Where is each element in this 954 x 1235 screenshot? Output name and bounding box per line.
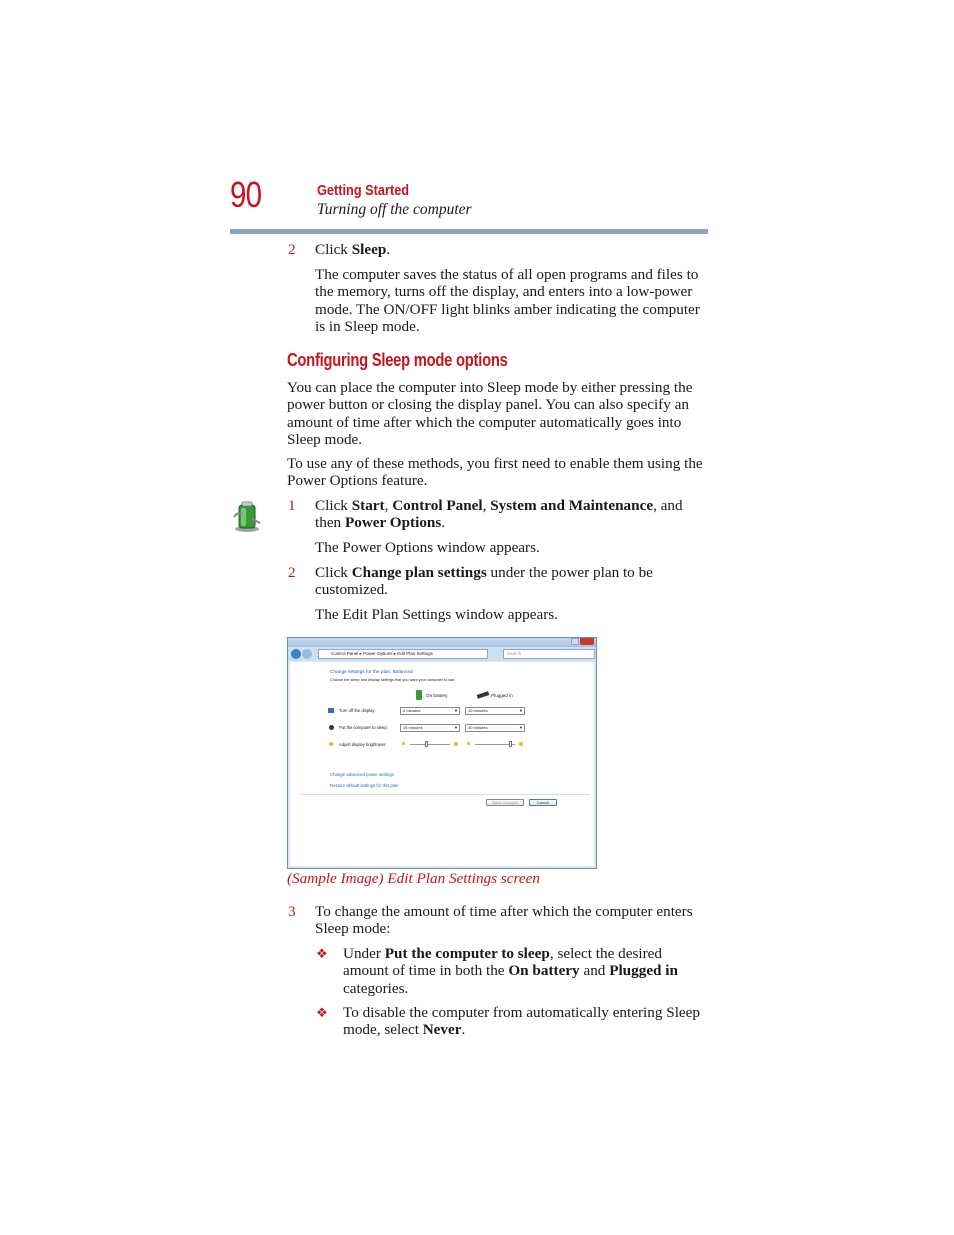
search-input[interactable]: Search — [503, 649, 595, 659]
address-bar[interactable]: Control Panel ▸ Power Options ▸ Edit Plan Settings — [318, 649, 488, 659]
step-text-part: . — [386, 241, 391, 258]
brightness-high-icon — [454, 742, 458, 746]
step-text-bold: Control Panel — [392, 497, 483, 514]
figure-caption: (Sample Image) Edit Plan Settings screen — [287, 870, 540, 887]
bullet-text-bold: Put the computer to sleep — [384, 945, 550, 962]
section-title: Turning off the computer — [317, 201, 472, 218]
step-text-bold: Sleep — [351, 241, 387, 258]
text-line: Sleep mode: — [315, 920, 391, 938]
brightness-icon — [329, 742, 333, 746]
divider — [300, 794, 590, 795]
chevron-down-icon: ▼ — [454, 708, 458, 713]
sleep-plugged-in-select[interactable] — [465, 724, 525, 732]
bullet-text-part: Under — [343, 945, 385, 962]
text-line: is in Sleep mode. — [315, 317, 420, 335]
intro-paragraph-2 — [287, 455, 717, 490]
select-value: 15 minutes — [403, 725, 423, 730]
step-text-part: Click — [315, 241, 352, 258]
step-text-part: Click — [315, 564, 352, 581]
step-text — [315, 564, 715, 599]
window-titlebar — [288, 638, 596, 647]
text-line: mode. The ON/OFF light blinks amber indicating the computer — [315, 300, 700, 318]
display-plugged-in-select[interactable] — [465, 707, 525, 715]
step-result: The Edit Plan Settings window appears. — [315, 606, 558, 623]
text-line: categories. — [343, 979, 409, 997]
bullet-text-part: mode, select — [343, 1021, 423, 1039]
step-number: 1 — [288, 497, 296, 514]
intro-paragraph-1 — [287, 379, 717, 448]
step-number: 2 — [288, 564, 296, 581]
chapter-title: Getting Started — [317, 182, 410, 199]
sleep-icon — [329, 725, 334, 730]
text-line: To change the amount of time after which the computer enters — [315, 903, 693, 920]
sleep-on-battery-select[interactable] — [400, 724, 460, 732]
step-text-part: , and — [653, 497, 683, 514]
row-label-brightness: Adjust display brightness: — [339, 742, 387, 747]
battery-tip-icon — [230, 499, 264, 533]
close-button[interactable] — [580, 638, 594, 645]
text-line: To use any of these methods, you first need to enable them using the — [287, 455, 703, 472]
step-text-bold: Change plan settings — [351, 564, 487, 581]
bullet-text — [343, 945, 723, 997]
display-icon — [328, 708, 334, 713]
navigation-bar — [288, 647, 596, 661]
step-text-bold: Start — [351, 497, 385, 514]
text-line: amount of time after which the computer automatically goes into — [287, 413, 682, 431]
window-content — [290, 662, 594, 866]
text-line: You can place the computer into Sleep mode by either pressing the — [287, 379, 693, 396]
step-text-part: Click — [315, 497, 352, 514]
brightness-low-icon — [402, 742, 405, 745]
maximize-button[interactable] — [571, 638, 579, 645]
column-plugged-in: Plugged in — [491, 693, 513, 698]
bullet-text — [343, 1004, 723, 1039]
brightness-low-icon — [467, 742, 470, 745]
save-changes-button[interactable]: Save changes — [486, 799, 524, 806]
step-text — [315, 903, 715, 938]
bullet-text-part: amount of time in both the — [343, 962, 509, 980]
battery-icon — [416, 690, 422, 700]
step-result: The Power Options window appears. — [315, 539, 540, 556]
advanced-settings-link[interactable]: Change advanced power settings — [330, 772, 394, 777]
bullet-text-bold: Never — [422, 1021, 462, 1039]
select-value: 30 minutes — [468, 725, 488, 730]
section-heading: Configuring Sleep mode options — [287, 350, 508, 370]
step-text — [315, 241, 390, 258]
header-rule — [230, 229, 708, 234]
display-on-battery-select[interactable] — [400, 707, 460, 715]
plan-title: Change settings for the plan: Balanced — [330, 670, 413, 675]
brightness-high-icon — [519, 742, 523, 746]
text-line: To disable the computer from automatically entering Sleep — [343, 1004, 700, 1021]
brightness-battery-track — [410, 744, 450, 745]
row-label-display: Turn off the display: — [339, 708, 376, 713]
plug-icon — [477, 691, 490, 699]
bullet-text-part: . — [461, 1021, 466, 1039]
text-line: power button or closing the display panel. You can also specify an — [287, 396, 689, 414]
plan-subtitle: Choose the sleep and display settings that you want your computer to use. — [330, 678, 456, 682]
select-value: 5 minutes — [403, 708, 421, 713]
step-text-part: , — [384, 497, 393, 514]
brightness-plugged-slider[interactable] — [509, 741, 512, 747]
edit-plan-settings-screenshot — [287, 637, 597, 869]
step-text — [315, 497, 715, 532]
step-number: 3 — [288, 903, 296, 920]
bullet-icon: ❖ — [316, 946, 328, 961]
step-text-bold: Power Options — [344, 514, 442, 532]
chevron-down-icon: ▼ — [519, 708, 523, 713]
brightness-battery-slider[interactable] — [425, 741, 428, 747]
chevron-down-icon: ▼ — [519, 725, 523, 730]
text-line: the memory, turns off the display, and enters into a low-power — [315, 283, 693, 301]
step-number: 2 — [288, 241, 296, 258]
forward-button[interactable] — [302, 649, 312, 659]
step-description — [315, 266, 715, 335]
text-line: customized. — [315, 581, 388, 599]
step-text-part: . — [441, 514, 446, 532]
text-line: Sleep mode. — [287, 430, 363, 448]
bullet-text-bold: On battery — [508, 962, 580, 980]
step-text-part: , — [482, 497, 491, 514]
bullet-icon: ❖ — [316, 1005, 328, 1020]
bullet-text-part: and — [579, 962, 610, 980]
row-label-sleep: Put the computer to sleep: — [339, 725, 388, 730]
text-line: Power Options feature. — [287, 472, 428, 490]
text-line: The computer saves the status of all open programs and files to — [315, 266, 699, 283]
page-number: 90 — [230, 174, 262, 215]
back-button[interactable] — [291, 649, 301, 659]
bullet-text-bold: Plugged in — [609, 962, 678, 980]
step-text-part: under the power plan to be — [486, 564, 653, 581]
column-on-battery: On battery — [426, 693, 448, 698]
chevron-down-icon: ▼ — [454, 725, 458, 730]
restore-defaults-link[interactable]: Restore default settings for this plan — [330, 783, 399, 788]
bullet-text-part: , select the desired — [549, 945, 663, 962]
step-text-bold: System and Maintenance — [490, 497, 654, 514]
select-value: 10 minutes — [468, 708, 488, 713]
step-text-part: then — [315, 514, 345, 532]
cancel-button[interactable]: Cancel — [529, 799, 557, 806]
